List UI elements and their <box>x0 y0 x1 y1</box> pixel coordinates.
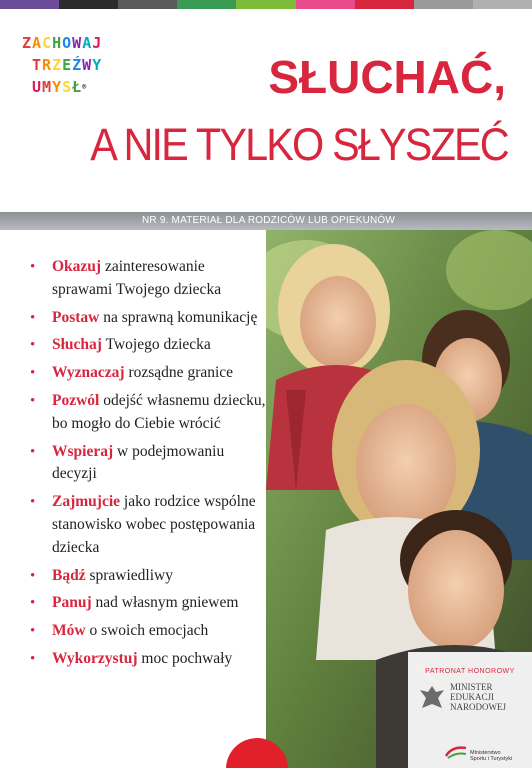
top-color-strip <box>0 0 532 9</box>
ministry-line-1: MINISTER <box>450 682 493 692</box>
campaign-logo <box>22 32 162 118</box>
logo-line-1: ZACHOWAJ <box>22 34 103 52</box>
tip-text: Twojego dziecka <box>101 336 211 354</box>
tip-item <box>28 441 268 487</box>
tip-keyword: Pozwól <box>52 391 100 409</box>
bullet-icon: • <box>30 309 36 326</box>
sport-ministry-line-2: Sportu i Turystyki <box>470 756 513 762</box>
color-strip-segment <box>473 0 532 9</box>
bullet-icon: • <box>30 494 36 511</box>
color-strip-segment <box>118 0 177 9</box>
tip-text: odejść własnemu dziecku, bo mogło do Ciebie wrócić <box>52 391 266 432</box>
tip-text: nad własnym gniewem <box>91 594 239 612</box>
honorary-patronage <box>408 652 532 768</box>
tip-text: w podejmowaniu decyzji <box>52 442 225 483</box>
tip-keyword: Bądź <box>52 566 86 584</box>
tip-item <box>28 390 268 436</box>
tip-keyword: Słuchaj <box>52 336 102 354</box>
color-strip-segment <box>236 0 295 9</box>
parenting-tips-list <box>28 256 268 676</box>
tip-item <box>28 648 268 671</box>
bullet-icon: • <box>30 443 36 460</box>
tip-keyword: Wyznaczaj <box>52 364 125 382</box>
ministry-line-3: NARODOWEJ <box>450 702 506 712</box>
tip-item <box>28 334 268 357</box>
tip-keyword: Okazuj <box>52 258 102 275</box>
tip-item <box>28 491 268 559</box>
bullet-icon: • <box>30 259 36 275</box>
tip-text: sprawiedliwy <box>85 566 173 584</box>
tip-keyword: Postaw <box>52 308 100 326</box>
logo-line-3: UMYSŁ® <box>32 78 88 96</box>
patronage-label: PATRONAT HONOROWY <box>425 668 515 675</box>
bullet-icon: • <box>30 365 36 382</box>
ministry-line-2: EDUKACJI <box>450 692 494 702</box>
bullet-icon: • <box>30 567 36 584</box>
tip-keyword: Zajmujcie <box>52 493 121 511</box>
tip-text: rozsądne granice <box>124 364 234 382</box>
headline-line-1: SŁUCHAĆ, <box>268 51 506 103</box>
color-strip-segment <box>0 0 59 9</box>
tip-item <box>28 620 268 643</box>
tip-text: moc pochwały <box>137 649 233 667</box>
sport-ministry-name <box>470 750 512 762</box>
logo-line-2: TRZEŹWY <box>32 56 103 74</box>
subtitle-band <box>0 212 532 230</box>
eagle-emblem-icon <box>418 684 446 714</box>
color-strip-segment <box>59 0 118 9</box>
sport-ministry-logo-icon <box>444 744 468 760</box>
bullet-icon: • <box>30 623 36 640</box>
tip-keyword: Wykorzystuj <box>52 649 138 667</box>
registered-mark: ® <box>82 83 88 91</box>
tip-item <box>28 307 268 330</box>
headline-line-2: A NIE TYLKO SŁYSZEĆ <box>90 119 508 170</box>
bullet-icon: • <box>30 392 36 409</box>
bullet-icon: • <box>30 337 36 354</box>
color-strip-segment <box>296 0 355 9</box>
tip-keyword: Panuj <box>52 594 92 612</box>
tip-item <box>28 362 268 385</box>
tip-text: na sprawną komunikację <box>99 308 258 326</box>
subtitle-text: NR 9. MATERIAŁ DLA RODZICÓW LUB OPIEKUNÓW <box>142 215 396 226</box>
color-strip-segment <box>355 0 414 9</box>
tip-keyword: Wspieraj <box>52 442 114 460</box>
ministry-name <box>450 682 506 712</box>
tip-item <box>28 565 268 588</box>
sport-ministry-line-1: Ministerstwo <box>470 750 501 756</box>
bullet-icon: • <box>30 595 36 612</box>
tip-text: jako rodzice wspólne stanowisko wobec postępowania dziecka <box>52 493 256 556</box>
color-strip-segment <box>414 0 473 9</box>
bullet-icon: • <box>30 650 36 667</box>
tip-text: o swoich emocjach <box>85 622 209 640</box>
tip-text: zainteresowanie sprawami Twojego dziecka <box>52 258 222 298</box>
tip-keyword: Mów <box>52 622 86 640</box>
tip-item <box>28 256 268 302</box>
tip-item <box>28 592 268 615</box>
color-strip-segment <box>177 0 236 9</box>
